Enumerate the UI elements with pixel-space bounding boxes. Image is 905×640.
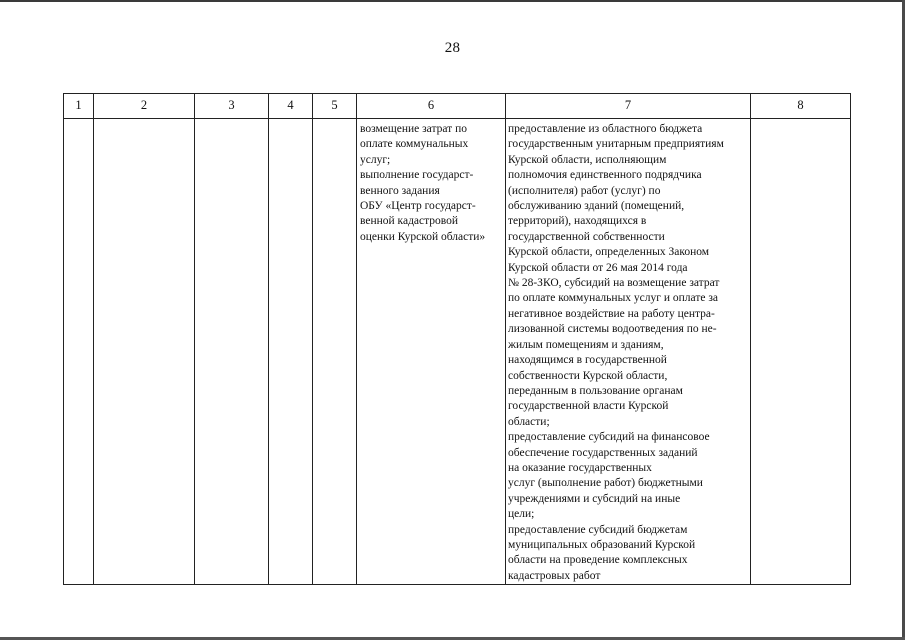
header-cell-7: 7	[506, 94, 751, 119]
cell-col-2	[94, 119, 195, 585]
cell-col-3-text	[195, 119, 268, 122]
cell-col-5-text	[313, 119, 356, 122]
cell-col-7-text: предоставление из областного бюджета государственным унитарным предприятиям Курской области, исполняющим полномочия единственного подрядчика (исполнителя) работ (услуг) по обслуживанию зданий (помещений, территорий), находящихся в государственной собственности Курской области, определенных Законом Курской области от 26 мая 2014 года № 28-ЗКО, субсидий на возмещение затрат по оплате коммунальных услуг и оплате за негативное воздействие на работу центра- лизованной системы водоотведения по не- жилым помещениям и зданиям, находящимся в государственной собственности Курской области, переданным в пользование органам государственной власти Курской области; предоставление субсидий на финансовое обеспечение государственных заданий на оказание государственных услуг (выполнение работ) бюджетными учреждениями и субсидий на иные цели; предоставление субсидий бюджетам муниципальных образований Курской области на проведение комплексных кадастровых работ	[508, 123, 724, 582]
header-cell-2: 2	[94, 94, 195, 119]
table-row	[64, 119, 851, 585]
header-cell-6: 6	[357, 94, 506, 119]
cell-col-1	[64, 119, 94, 585]
cell-col-6	[357, 119, 506, 585]
cell-col-2-text	[94, 119, 194, 122]
scan-edge-top	[0, 0, 905, 2]
cell-col-8-text	[751, 119, 850, 122]
cell-col-1-text	[64, 119, 93, 122]
cell-col-6-text: возмещение затрат по оплате коммунальных услуг; выполнение государст- венного задания ОБУ «Центр государст- венной кадастровой оценки Курской области»	[360, 123, 486, 243]
cell-col-7	[506, 119, 751, 585]
cell-col-3	[195, 119, 269, 585]
cell-col-4	[269, 119, 313, 585]
cell-col-8	[751, 119, 851, 585]
header-cell-3: 3	[195, 94, 269, 119]
document-table	[63, 93, 851, 585]
table-header-row	[64, 94, 851, 119]
header-cell-4: 4	[269, 94, 313, 119]
cell-col-4-text	[269, 119, 312, 122]
header-cell-8: 8	[751, 94, 851, 119]
page-number: 28	[444, 40, 461, 56]
header-cell-1: 1	[64, 94, 94, 119]
cell-col-5	[313, 119, 357, 585]
header-cell-5: 5	[313, 94, 357, 119]
